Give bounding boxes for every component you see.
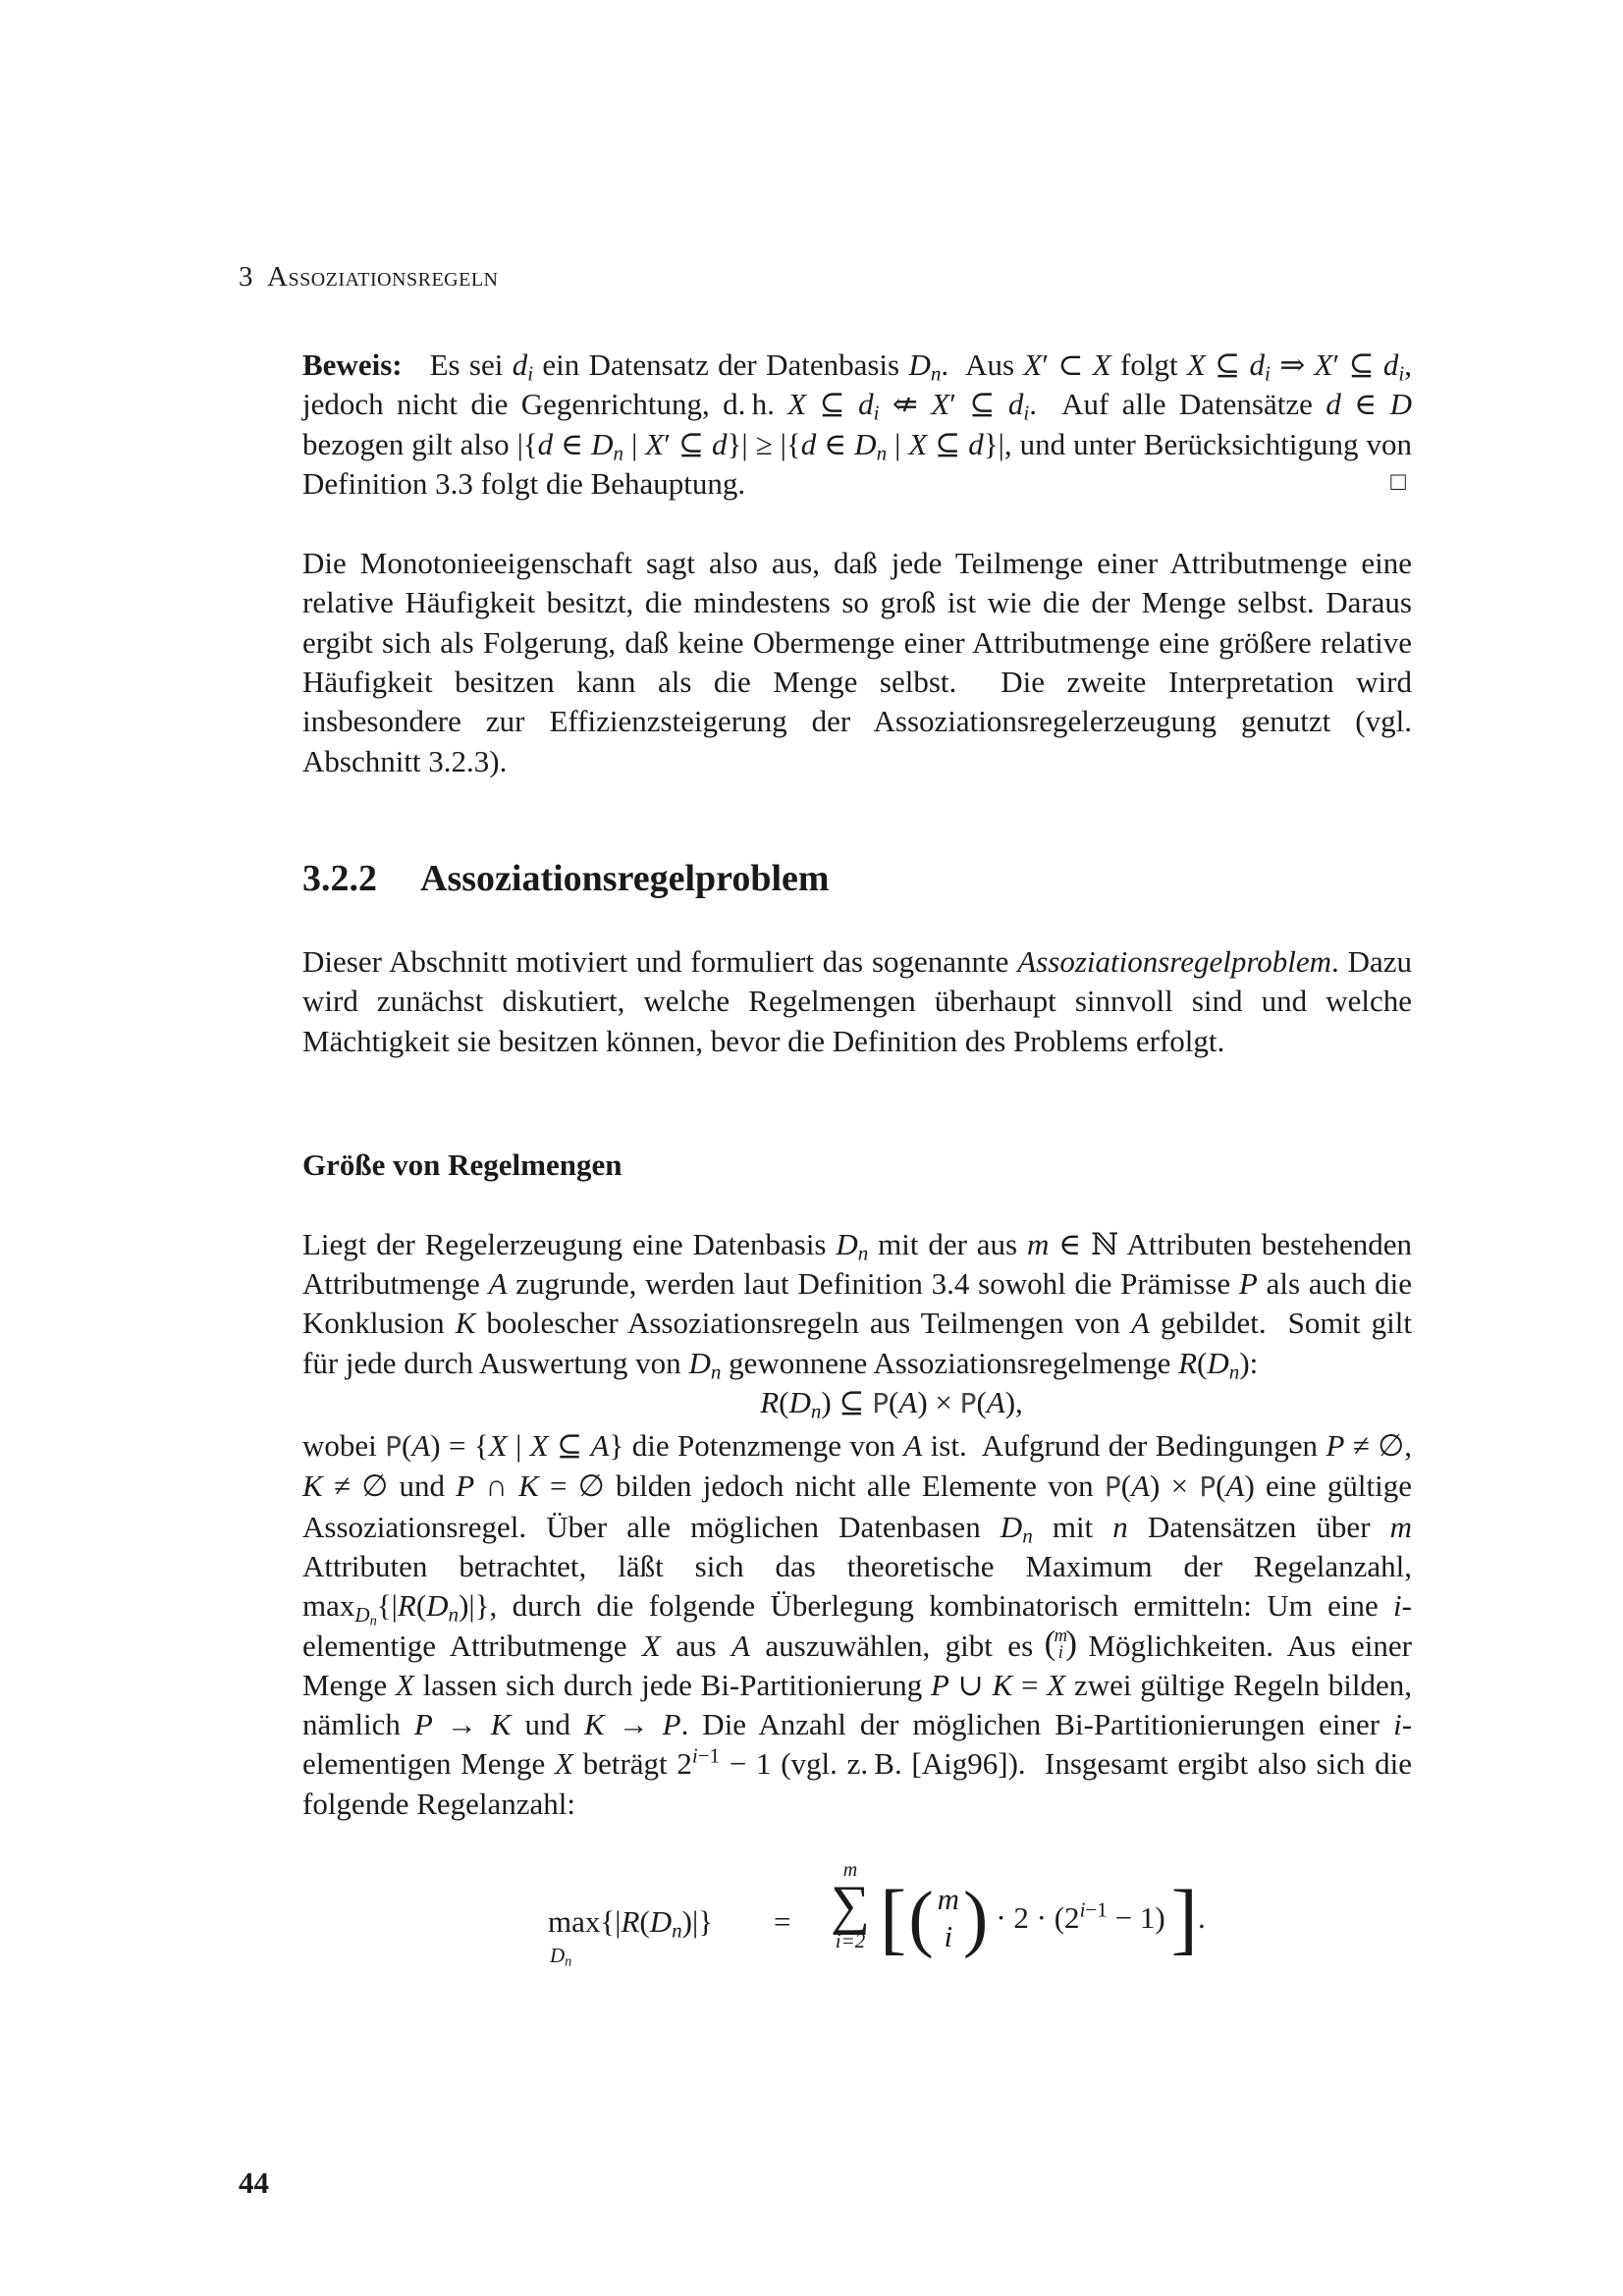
equation-max-rule-count (302, 1859, 1412, 1977)
paragraph-monotonicity: Die Monotonieeigenschaft sagt also aus, daß jede Teilmenge einer Attributmenge eine relative Häufigkeit besitzt, die mindestens so groß ist wie die der Menge selbst. Daraus ergibt sich als Folgerung, daß keine Obermenge einer Attributmenge eine größere relative Häufigkeit besitzen kann als die Menge selbst. Die zweite Interpretation wird insbesondere zur Effizienzsteigerung der Assoziationsregelerzeugung genutzt (vgl. Abschnitt 3.2.3). (302, 546, 1412, 778)
binomial-coefficient: m i (937, 1882, 960, 1954)
inline-binomial: ( m i ) (1049, 1628, 1073, 1662)
qed-symbol: □ (1390, 466, 1406, 496)
paragraph-section-intro: Dieser Abschnitt motiviert und formuliert das sogenannte Assoziationsregelproblem. Dazu wird zunächst diskutiert, welche Regelmengen überhaupt sinnvoll sind und welche Mächtigkeit sie besitzen können, bevor die Definition des Problems erfolgt. (302, 943, 1412, 1058)
chapter-title: Assoziationsregeln (267, 261, 499, 293)
section-title: Assoziationsregelproblem (420, 857, 830, 899)
subsection-heading: Größe von Regelmengen (302, 1147, 622, 1182)
paragraph-power-set: wobei P(A) = {X | X ⊆ A} die Potenzmenge von A ist. Aufgrund der Bedingungen P ≠ ∅, K ≠ ∅ und P ∩ K = ∅ bilden jedoch nicht alle Elemente von P(A) × P(A) eine gültige Assoziationsregel. Über alle möglichen Datenbasen $D_n$ mit n Datensätzen über m Attributen betrachtet, läßt sich das theoretische Maximum der Regelanzahl, $\max_{D_n}\{|R(D_n)|\}$, durch die folgende Überlegung kombinatorisch ermitteln: Um eine i-elementige Attributmenge X aus A auszuwählen, gibt es ( m i ) Möglichkeiten. Aus einer Menge X lassen sich durch jede Bi-Partitionierung P ∪ K = X zwei gültige Regeln bilden, nämlich P → K und K → P. Die Anzahl der möglichen Bi-Partitionierungen einer i-elementigen Menge X beträgt $2^{i-1} - 1$ (vgl. z. B. [Aig96]). Insgesamt ergibt also sich die folgende Regelanzahl: (302, 1426, 1412, 1824)
summation: m ∑ i=2 (831, 1859, 870, 1953)
running-head (239, 261, 499, 294)
proof-paragraph: Beweis: Es sei $d_i$ ein Datensatz der Datenbasis $D_n$. Aus X′ ⊂ X folgt X ⊆ $d_i$ ⇒ X′ ⊆ $d_i$, jedoch nicht die Gegenrichtung, d. h. X ⊆ $d_i$ ⇍ X′ ⊆ $d_i$. Auf alle Datensätze d ∈ D bezogen gilt also |{d ∈ $D_n$ | X′ ⊆ d}| ≥ |{d ∈ $D_n$ | X ⊆ d}|, und unter Berücksichtigung von Definition 3.3 folgt die Behauptung. (302, 347, 1413, 501)
equation-rhs: [ ( m i ) · $2 \cdot (2^{i-1} - 1)$ ] . (880, 1873, 1206, 1963)
proof-label: Beweis: (302, 347, 403, 382)
equals-sign: = (774, 1904, 791, 1940)
defined-term: Assoziationsregelproblem (1017, 943, 1331, 979)
paragraph-rule-set-size: Liegt der Regelerzeugung eine Datenbasis $D_n$ mit der aus m ∈ ℕ Attributen bestehenden Attributmenge A zugrunde, werden laut Definition 3.4 sowohl die Prämisse P als auch die Konklusion K boolescher Assoziationsregeln aus Teilmengen von A gebildet. Somit gilt für jede durch Auswertung von $D_n$ gewonnene Assoziationsregelmenge $R(D_n)$: (302, 1226, 1413, 1384)
section-heading (302, 856, 1412, 901)
proof-block (302, 346, 1412, 504)
page-number: 44 (239, 2165, 269, 2200)
section-number: 3.2.2 (302, 857, 377, 899)
body-text (302, 346, 1412, 1977)
equation-rule-set-subset: $R(D_n)$ ⊆ P(A) × P(A), (760, 1385, 1023, 1423)
equation-lhs: max $D_n$ $\{|R(D_n)|\}$ (548, 1904, 714, 1970)
chapter-number: 3 (239, 261, 253, 293)
